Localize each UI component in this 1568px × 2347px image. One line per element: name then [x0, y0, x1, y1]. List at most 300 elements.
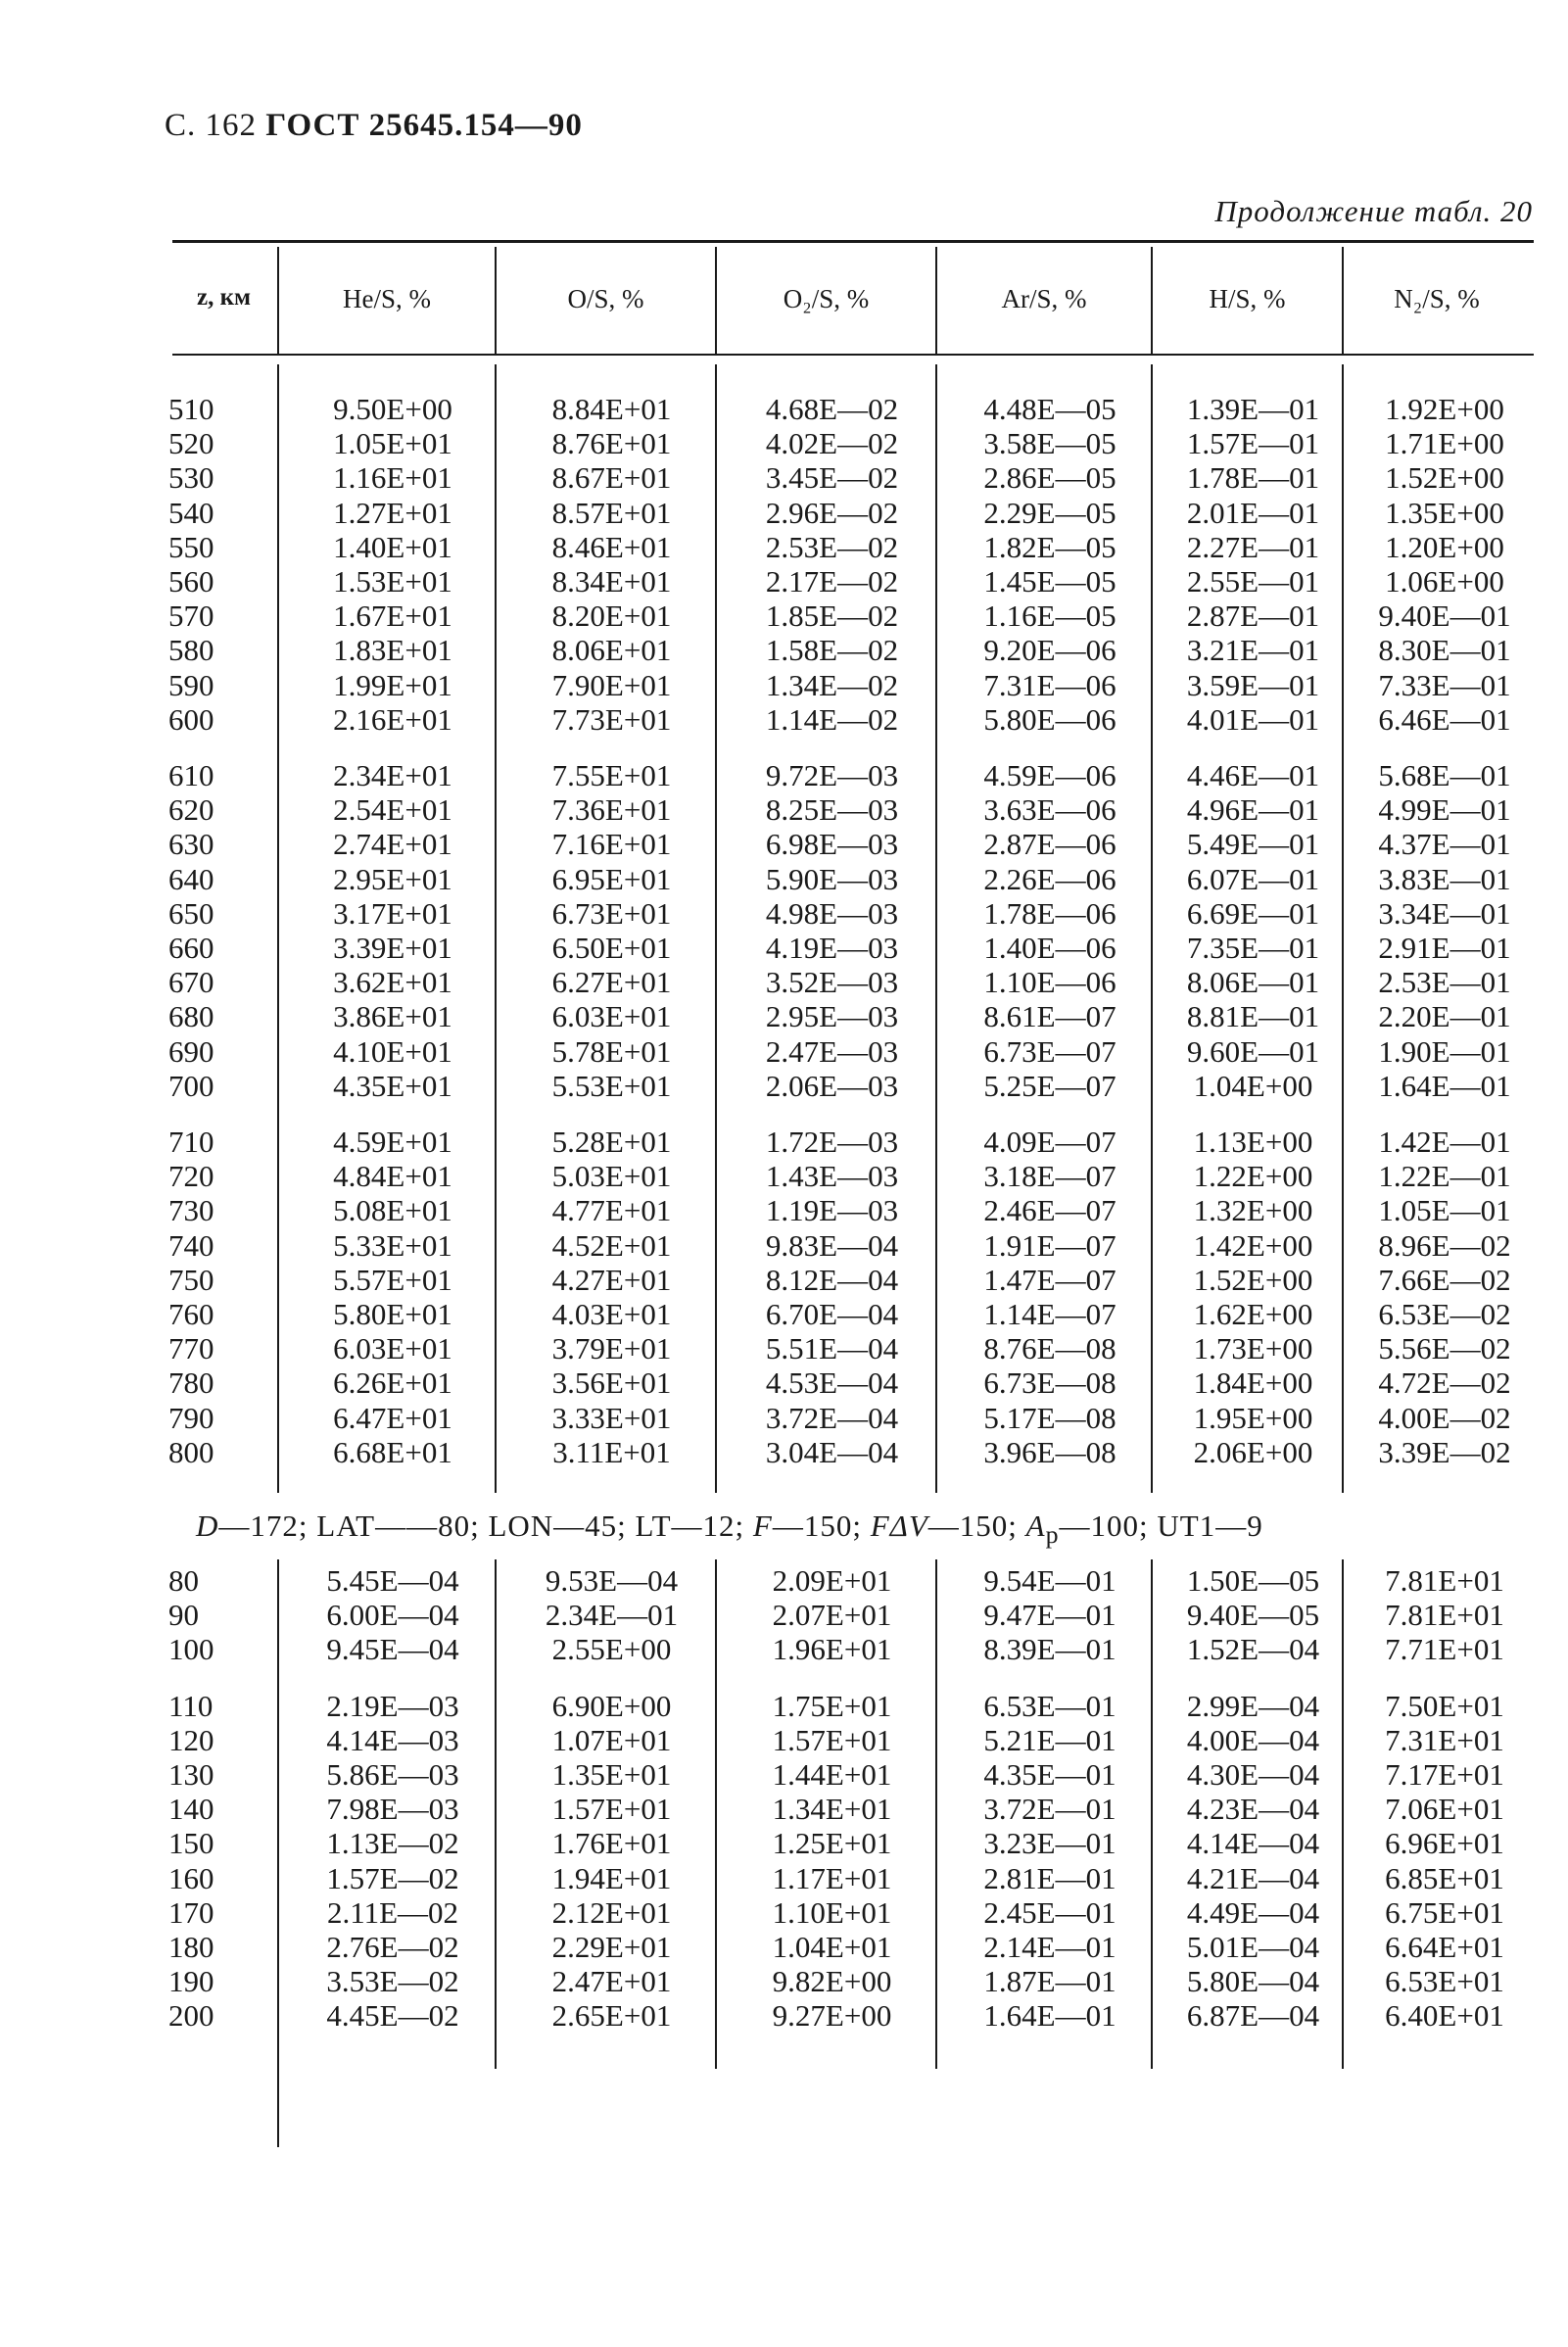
value-cell: 7.71E+01 [1385, 1632, 1504, 1667]
value-cell: 2.34E+01 [333, 758, 452, 793]
value-cell: 1.47E—07 [983, 1262, 1117, 1297]
value-cell: 1.64E—01 [983, 1998, 1117, 2034]
value-cell: 9.40E—05 [1186, 1598, 1320, 1633]
value-cell: 2.74E+01 [333, 827, 452, 862]
column-header-h: H/S, % [1209, 284, 1286, 313]
value-cell: 5.03E+01 [551, 1159, 672, 1194]
value-cell: 3.53E—02 [326, 1964, 459, 1999]
value-cell: 5.57E+01 [333, 1262, 452, 1297]
value-cell: 1.57E—02 [326, 1860, 459, 1895]
value-cell: 8.96E—02 [1378, 1227, 1511, 1263]
altitude-cell: 130 [168, 1757, 214, 1793]
table-row [165, 1723, 1541, 1757]
value-cell: 2.14E—01 [983, 1930, 1117, 1965]
value-cell: 2.11E—02 [326, 1894, 459, 1930]
value-cell: 4.02E—02 [765, 426, 899, 461]
value-cell: 4.00E—02 [1378, 1400, 1511, 1435]
value-cell: 6.53E—02 [1378, 1297, 1511, 1332]
table-row [165, 1563, 1541, 1598]
value-cell: 9.50E+00 [333, 392, 452, 426]
altitude-cell: 150 [168, 1826, 214, 1861]
altitude-cell: 620 [168, 792, 214, 828]
value-cell: 3.17E+01 [333, 895, 452, 931]
value-cell: 6.27E+01 [551, 965, 672, 1000]
value-cell: 4.48E—05 [983, 392, 1117, 426]
value-cell: 2.53E—02 [765, 529, 899, 564]
value-cell: 7.66E—02 [1378, 1262, 1511, 1297]
value-cell: 5.49E—01 [1186, 827, 1320, 862]
altitude-cell: 580 [168, 633, 214, 668]
value-cell: 2.19E—03 [326, 1688, 459, 1723]
value-cell: 6.68E+01 [333, 1434, 452, 1469]
altitude-cell: 660 [168, 931, 214, 966]
altitude-cell: 170 [168, 1894, 214, 1930]
value-cell: 2.46E—07 [983, 1193, 1117, 1228]
value-cell: 1.73E+00 [1193, 1331, 1313, 1366]
value-cell: 5.53E+01 [551, 1068, 672, 1103]
value-cell: 1.58E—02 [765, 633, 899, 668]
value-cell: 1.91E—07 [983, 1227, 1117, 1263]
column-header-he: He/S, % [343, 284, 431, 313]
value-cell: 7.81E+01 [1385, 1563, 1504, 1598]
altitude-cell: 690 [168, 1033, 214, 1069]
value-cell: 2.12E+01 [551, 1894, 672, 1930]
altitude-cell: 640 [168, 861, 214, 896]
value-cell: 2.26E—06 [983, 861, 1117, 896]
value-cell: 5.21E—01 [983, 1722, 1117, 1757]
table-continuation-label: Продолжение табл. 20 [1214, 194, 1533, 228]
value-cell: 1.78E—06 [983, 895, 1117, 931]
param-ap-subscript: p [1045, 1520, 1060, 1550]
altitude-cell: 540 [168, 495, 214, 530]
value-cell: 9.72E—03 [765, 758, 899, 793]
value-cell: 8.81E—01 [1186, 999, 1320, 1034]
value-cell: 5.80E+01 [333, 1297, 452, 1332]
value-cell: 1.99E+01 [333, 667, 452, 702]
value-cell: 6.40E+01 [1385, 1998, 1504, 2034]
value-cell: 3.21E—01 [1186, 633, 1320, 668]
value-cell: 1.71E+00 [1385, 426, 1504, 461]
value-cell: 3.45E—02 [765, 460, 899, 496]
value-cell: 5.78E+01 [551, 1033, 672, 1069]
value-cell: 5.17E—08 [983, 1400, 1117, 1435]
value-cell: 8.12E—04 [765, 1262, 899, 1297]
value-cell: 1.75E+01 [772, 1688, 892, 1723]
value-cell: 3.63E—06 [983, 792, 1117, 828]
value-cell: 6.03E+01 [333, 1331, 452, 1366]
altitude-cell: 100 [168, 1632, 214, 1667]
value-cell: 4.00E—04 [1186, 1722, 1320, 1757]
table-row [165, 792, 1541, 827]
value-cell: 7.35E—01 [1186, 931, 1320, 966]
value-cell: 9.54E—01 [983, 1563, 1117, 1598]
value-cell: 2.47E+01 [551, 1964, 672, 1999]
value-cell: 3.83E—01 [1378, 861, 1511, 896]
value-cell: 1.39E—01 [1186, 392, 1320, 426]
value-cell: 1.62E+00 [1193, 1297, 1313, 1332]
altitude-cell: 650 [168, 895, 214, 931]
value-cell: 1.82E—05 [983, 529, 1117, 564]
value-cell: 6.73E—07 [983, 1033, 1117, 1069]
value-cell: 2.27E—01 [1186, 529, 1320, 564]
table-row [165, 965, 1541, 999]
value-cell: 2.20E—01 [1378, 999, 1511, 1034]
value-cell: 9.40E—01 [1378, 599, 1511, 634]
value-cell: 2.07E+01 [772, 1598, 892, 1633]
value-cell: 1.35E+01 [551, 1757, 672, 1793]
value-cell: 6.87E—04 [1186, 1998, 1320, 2034]
value-cell: 2.55E—01 [1186, 564, 1320, 599]
value-cell: 1.20E+00 [1385, 529, 1504, 564]
value-cell: 6.85E+01 [1385, 1860, 1504, 1895]
value-cell: 1.52E+00 [1193, 1262, 1313, 1297]
value-cell: 4.19E—03 [765, 931, 899, 966]
value-cell: 6.07E—01 [1186, 861, 1320, 896]
value-cell: 7.98E—03 [326, 1792, 459, 1827]
value-cell: 3.72E—04 [765, 1400, 899, 1435]
group-spacer [165, 1103, 1541, 1125]
altitude-cell: 570 [168, 599, 214, 634]
value-cell: 8.84E+01 [551, 392, 672, 426]
value-cell: 2.17E—02 [765, 564, 899, 599]
value-cell: 5.45E—04 [326, 1563, 459, 1598]
value-cell: 3.96E—08 [983, 1434, 1117, 1469]
altitude-cell: 590 [168, 667, 214, 702]
value-cell: 2.76E—02 [326, 1930, 459, 1965]
value-cell: 6.75E+01 [1385, 1894, 1504, 1930]
table-row [165, 1930, 1541, 1964]
table-row [165, 392, 1541, 426]
value-cell: 1.84E+00 [1193, 1365, 1313, 1401]
table-row [165, 1792, 1541, 1826]
value-cell: 1.57E+01 [551, 1792, 672, 1827]
value-cell: 2.47E—03 [765, 1033, 899, 1069]
value-cell: 1.53E+01 [333, 564, 452, 599]
altitude-cell: 550 [168, 529, 214, 564]
altitude-cell: 680 [168, 999, 214, 1034]
page-header [165, 108, 583, 144]
value-cell: 3.72E—01 [983, 1792, 1117, 1827]
value-cell: 3.79E+01 [551, 1331, 672, 1366]
group-spacer [165, 1667, 1541, 1689]
table-row [165, 1193, 1541, 1227]
table-row [165, 1125, 1541, 1159]
value-cell: 3.39E+01 [333, 931, 452, 966]
column-header-ar: Ar/S, % [1001, 284, 1087, 313]
value-cell: 6.96E+01 [1385, 1826, 1504, 1861]
value-cell: 1.04E+00 [1193, 1068, 1313, 1103]
value-cell: 1.94E+01 [551, 1860, 672, 1895]
value-cell: 5.08E+01 [333, 1193, 452, 1228]
altitude-cell: 790 [168, 1400, 214, 1435]
value-cell: 3.23E—01 [983, 1826, 1117, 1861]
parameters-line [196, 1509, 1263, 1550]
value-cell: 5.51E—04 [765, 1331, 899, 1366]
value-cell: 6.03E+01 [551, 999, 672, 1034]
param-ap-label: A [1025, 1509, 1046, 1543]
value-cell: 1.83E+01 [333, 633, 452, 668]
data-table-block-2 [165, 1563, 1541, 2034]
page-number: С. 162 [165, 108, 258, 143]
altitude-cell: 740 [168, 1227, 214, 1263]
value-cell: 8.30E—01 [1378, 633, 1511, 668]
table-row [165, 426, 1541, 460]
value-cell: 8.06E—01 [1186, 965, 1320, 1000]
value-cell: 1.25E+01 [772, 1826, 892, 1861]
value-cell: 1.72E—03 [765, 1125, 899, 1160]
value-cell: 3.11E+01 [552, 1434, 671, 1469]
value-cell: 1.14E—07 [983, 1297, 1117, 1332]
param-fdv-value: —150; [927, 1509, 1026, 1543]
altitude-cell: 90 [168, 1598, 199, 1633]
value-cell: 6.50E+01 [551, 931, 672, 966]
value-cell: 5.25E—07 [983, 1068, 1117, 1103]
table-row [165, 1331, 1541, 1365]
value-cell: 2.45E—01 [983, 1894, 1117, 1930]
value-cell: 8.39E—01 [983, 1632, 1117, 1667]
value-cell: 1.90E—01 [1378, 1033, 1511, 1069]
value-cell: 5.56E—02 [1378, 1331, 1511, 1366]
value-cell: 1.78E—01 [1186, 460, 1320, 496]
table-top-rule [172, 240, 1534, 243]
value-cell: 5.80E—06 [983, 701, 1117, 737]
value-cell: 4.84E+01 [333, 1159, 452, 1194]
value-cell: 7.31E—06 [983, 667, 1117, 702]
value-cell: 2.96E—02 [765, 495, 899, 530]
value-cell: 1.40E—06 [983, 931, 1117, 966]
value-cell: 1.34E+01 [772, 1792, 892, 1827]
value-cell: 1.44E+01 [772, 1757, 892, 1793]
altitude-cell: 600 [168, 701, 214, 737]
altitude-cell: 770 [168, 1331, 214, 1366]
value-cell: 1.50E—05 [1186, 1563, 1320, 1598]
value-cell: 6.73E+01 [551, 895, 672, 931]
table-row [165, 530, 1541, 564]
value-cell: 1.42E—01 [1378, 1125, 1511, 1160]
value-cell: 8.67E+01 [551, 460, 672, 496]
value-cell: 4.68E—02 [765, 392, 899, 426]
value-cell: 2.06E+00 [1193, 1434, 1313, 1469]
param-ap-value: —100; UT1—9 [1059, 1509, 1263, 1543]
value-cell: 3.33E+01 [551, 1400, 672, 1435]
value-cell: 6.70E—04 [765, 1297, 899, 1332]
value-cell: 1.16E—05 [983, 599, 1117, 634]
value-cell: 5.01E—04 [1186, 1930, 1320, 1965]
value-cell: 7.36E+01 [551, 792, 672, 828]
altitude-cell: 520 [168, 426, 214, 461]
table-row [165, 1263, 1541, 1297]
altitude-cell: 710 [168, 1125, 214, 1160]
value-cell: 1.76E+01 [551, 1826, 672, 1861]
value-cell: 8.61E—07 [983, 999, 1117, 1034]
value-cell: 4.59E—06 [983, 758, 1117, 793]
value-cell: 9.53E—04 [545, 1563, 679, 1598]
table-row [165, 1401, 1541, 1435]
altitude-cell: 180 [168, 1930, 214, 1965]
column-header-n2: N₂/S, % [1394, 284, 1480, 313]
value-cell: 1.13E—02 [326, 1826, 459, 1861]
value-cell: 3.04E—04 [765, 1434, 899, 1469]
table-row [165, 999, 1541, 1033]
altitude-cell: 510 [168, 392, 214, 426]
column-header-o2: O₂/S, % [783, 284, 870, 313]
value-cell: 4.14E—04 [1186, 1826, 1320, 1861]
table-row [165, 1964, 1541, 1998]
value-cell: 2.29E—05 [983, 495, 1117, 530]
value-cell: 4.46E—01 [1186, 758, 1320, 793]
value-cell: 2.34E—01 [545, 1598, 679, 1633]
value-cell: 1.52E—04 [1186, 1632, 1320, 1667]
value-cell: 9.47E—01 [983, 1598, 1117, 1633]
altitude-cell: 140 [168, 1792, 214, 1827]
value-cell: 2.55E+00 [551, 1632, 672, 1667]
value-cell: 4.10E+01 [333, 1033, 452, 1069]
value-cell: 7.33E—01 [1378, 667, 1511, 702]
value-cell: 5.90E—03 [765, 861, 899, 896]
table-row [165, 599, 1541, 633]
value-cell: 4.52E+01 [551, 1227, 672, 1263]
value-cell: 1.34E—02 [765, 667, 899, 702]
value-cell: 4.01E—01 [1186, 701, 1320, 737]
value-cell: 1.87E—01 [983, 1964, 1117, 1999]
value-cell: 1.14E—02 [765, 701, 899, 737]
value-cell: 7.81E+01 [1385, 1598, 1504, 1633]
value-cell: 1.05E—01 [1378, 1193, 1511, 1228]
column-header-o: O/S, % [567, 284, 644, 313]
altitude-cell: 720 [168, 1159, 214, 1194]
value-cell: 1.40E+01 [333, 529, 452, 564]
value-cell: 1.04E+01 [772, 1930, 892, 1965]
value-cell: 1.32E+00 [1193, 1193, 1313, 1228]
value-cell: 3.58E—05 [983, 426, 1117, 461]
value-cell: 2.87E—06 [983, 827, 1117, 862]
table-row [165, 460, 1541, 495]
value-cell: 8.34E+01 [551, 564, 672, 599]
value-cell: 8.76E+01 [551, 426, 672, 461]
value-cell: 2.86E—05 [983, 460, 1117, 496]
group-spacer [165, 737, 1541, 758]
altitude-cell: 670 [168, 965, 214, 1000]
param-fdv-label: FΔV [870, 1509, 928, 1543]
table-row [165, 564, 1541, 599]
value-cell: 3.62E+01 [333, 965, 452, 1000]
value-cell: 2.16E+01 [333, 701, 452, 737]
altitude-cell: 560 [168, 564, 214, 599]
value-cell: 5.86E—03 [326, 1757, 459, 1793]
altitude-cell: 160 [168, 1860, 214, 1895]
table-header-rule [172, 354, 1534, 356]
value-cell: 1.92E+00 [1385, 392, 1504, 426]
table-row [165, 1297, 1541, 1331]
value-cell: 4.96E—01 [1186, 792, 1320, 828]
table-row [165, 1435, 1541, 1469]
value-cell: 4.37E—01 [1378, 827, 1511, 862]
value-cell: 3.59E—01 [1186, 667, 1320, 702]
value-cell: 2.99E—04 [1186, 1688, 1320, 1723]
value-cell: 1.22E—01 [1378, 1159, 1511, 1194]
param-values: —172; LAT——80; LON—45; LT—12; [218, 1509, 753, 1543]
value-cell: 3.18E—07 [983, 1159, 1117, 1194]
value-cell: 6.46E—01 [1378, 701, 1511, 737]
value-cell: 4.21E—04 [1186, 1860, 1320, 1895]
value-cell: 4.35E—01 [983, 1757, 1117, 1793]
value-cell: 5.28E+01 [551, 1125, 672, 1160]
value-cell: 2.53E—01 [1378, 965, 1511, 1000]
table-row [165, 1159, 1541, 1193]
table-row [165, 1895, 1541, 1930]
value-cell: 1.05E+01 [333, 426, 452, 461]
altitude-cell: 800 [168, 1434, 214, 1469]
value-cell: 6.90E+00 [551, 1688, 672, 1723]
table-row [165, 1365, 1541, 1400]
value-cell: 1.67E+01 [333, 599, 452, 634]
value-cell: 1.13E+00 [1193, 1125, 1313, 1160]
value-cell: 7.50E+01 [1385, 1688, 1504, 1723]
table-row [165, 827, 1541, 861]
value-cell: 4.23E—04 [1186, 1792, 1320, 1827]
value-cell: 3.34E—01 [1378, 895, 1511, 931]
value-cell: 6.53E—01 [983, 1688, 1117, 1723]
value-cell: 4.35E+01 [333, 1068, 452, 1103]
altitude-cell: 700 [168, 1068, 214, 1103]
table-row [165, 1757, 1541, 1792]
value-cell: 4.45E—02 [326, 1998, 459, 2034]
altitude-cell: 80 [168, 1563, 199, 1598]
value-cell: 4.59E+01 [333, 1125, 452, 1160]
value-cell: 1.45E—05 [983, 564, 1117, 599]
value-cell: 6.53E+01 [1385, 1964, 1504, 1999]
altitude-cell: 120 [168, 1722, 214, 1757]
altitude-cell: 110 [168, 1688, 214, 1723]
value-cell: 1.35E+00 [1385, 495, 1504, 530]
column-header-z: z, км [196, 284, 252, 311]
table-row [165, 1689, 1541, 1723]
table-row [165, 1632, 1541, 1666]
value-cell: 3.86E+01 [333, 999, 452, 1034]
value-cell: 1.07E+01 [551, 1722, 672, 1757]
value-cell: 4.03E+01 [551, 1297, 672, 1332]
table-row [165, 668, 1541, 702]
value-cell: 1.10E+01 [772, 1894, 892, 1930]
altitude-cell: 730 [168, 1193, 214, 1228]
value-cell: 5.80E—04 [1186, 1964, 1320, 1999]
value-cell: 2.29E+01 [551, 1930, 672, 1965]
value-cell: 2.54E+01 [333, 792, 452, 828]
value-cell: 2.95E+01 [333, 861, 452, 896]
table-row [165, 758, 1541, 792]
value-cell: 8.76E—08 [983, 1331, 1117, 1366]
table-row [165, 702, 1541, 737]
altitude-cell: 610 [168, 758, 214, 793]
value-cell: 9.82E+00 [772, 1964, 892, 1999]
table-row [165, 633, 1541, 667]
value-cell: 8.20E+01 [551, 599, 672, 634]
value-cell: 7.55E+01 [551, 758, 672, 793]
altitude-cell: 630 [168, 827, 214, 862]
value-cell: 8.46E+01 [551, 529, 672, 564]
value-cell: 4.30E—04 [1186, 1757, 1320, 1793]
value-cell: 7.06E+01 [1385, 1792, 1504, 1827]
value-cell: 6.00E—04 [326, 1598, 459, 1633]
value-cell: 9.83E—04 [765, 1227, 899, 1263]
table-row [165, 1998, 1541, 2033]
value-cell: 5.68E—01 [1378, 758, 1511, 793]
value-cell: 2.65E+01 [551, 1998, 672, 2034]
value-cell: 1.57E—01 [1186, 426, 1320, 461]
value-cell: 7.90E+01 [551, 667, 672, 702]
value-cell: 2.87E—01 [1186, 599, 1320, 634]
value-cell: 4.53E—04 [765, 1365, 899, 1401]
